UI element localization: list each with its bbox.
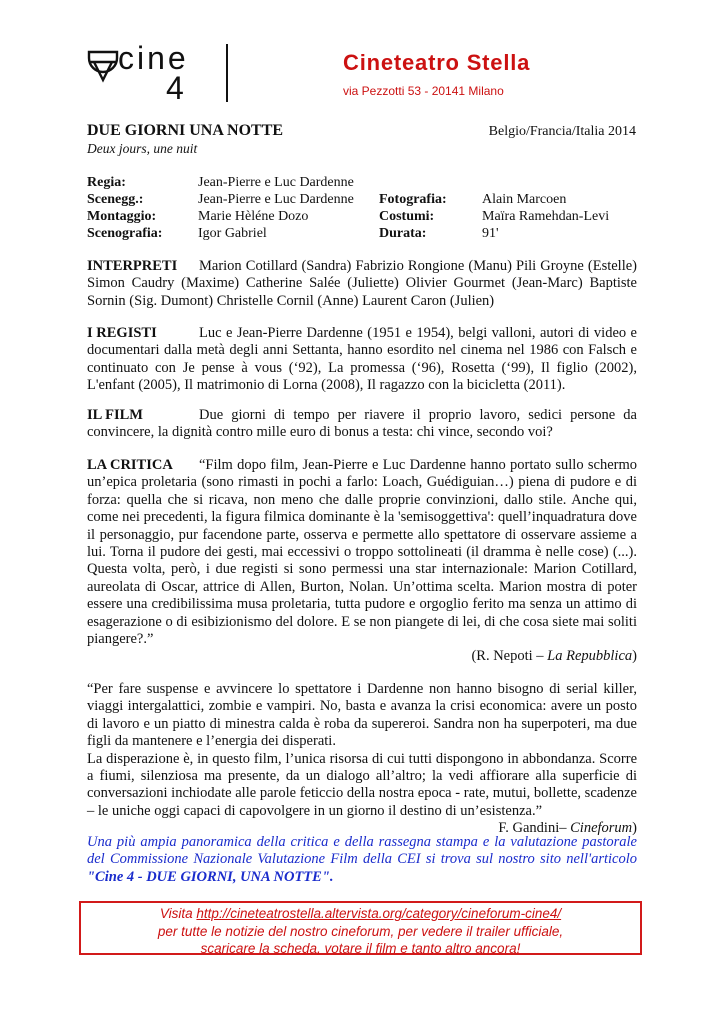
interpreti-heading: INTERPRETI xyxy=(87,258,178,274)
interpreti-text: Marion Cotillard (Sandra) Fabrizio Rongione (Manu) Pili Groyne (Estelle) Simon Caudry (Maxime) Catherine Salée (Juliette) Olivier Gourmet (Jean-Marc) Baptiste Sornin (Sig. Dumont) Christelle Cornil (Anne) Laurent Caron (Julien) xyxy=(87,258,637,309)
logo-number: 4 xyxy=(166,70,184,106)
note-text: Una più ampia panoramica della critica e della rassegna stampa e la valutazione pastorale del Commissione Nazionale Valutazione Film della CEI si trova sul nostro sito nell'articolo xyxy=(87,834,637,868)
note-article-link[interactable]: "Cine 4 - DUE GIORNI, UNA NOTTE". xyxy=(87,868,334,885)
credit-value: Marie Hèléne Dozo xyxy=(198,209,309,224)
logo-emblem-icon xyxy=(86,50,120,90)
review-1-source: La Repubblica xyxy=(547,648,633,665)
credit-label: Scenegg.: xyxy=(87,192,144,207)
credit-label: Scenografia: xyxy=(87,226,163,241)
credit-value: Jean-Pierre e Luc Dardenne xyxy=(198,175,354,190)
film-original-title: Deux jours, une nuit xyxy=(87,141,198,156)
theatre-name: Cineteatro Stella xyxy=(343,50,531,75)
credit-value: Alain Marcoen xyxy=(482,192,567,207)
credit-value: 91' xyxy=(482,226,499,241)
critica-heading: LA CRITICA xyxy=(87,457,173,473)
registi-text: Luc e Jean-Pierre Dardenne (1951 e 1954), belgi valloni, autori di video e documentari dalla metà degli anni Settanta, hanno esordito nel cinema nel 1986 con Falsch e continuato con Je pense à vous (‘92), La promessa (‘96), Rosetta (‘99), Il figlio (2002), L'enfant (2005), Il matrimonio di Lorna (2008), Il ragazzo con la bicicletta (2011). xyxy=(87,325,637,394)
film-country-year: Belgio/Francia/Italia 2014 xyxy=(488,124,636,139)
film-heading: IL FILM xyxy=(87,407,143,423)
credit-value: Maïra Ramehdan-Levi xyxy=(482,209,610,224)
registi-heading: I REGISTI xyxy=(87,325,157,341)
credit-value: Igor Gabriel xyxy=(198,226,267,241)
review-1-attribution xyxy=(87,648,637,665)
visit-line-3: scaricare la scheda, votare il film e tanto altro ancora! xyxy=(200,941,521,956)
visit-line-2: per tutte le notizie del nostro cineforum, per vedere il trailer ufficiale, xyxy=(157,923,564,939)
cine4-logo xyxy=(86,40,236,106)
logo-divider xyxy=(226,44,228,102)
film-title: DUE GIORNI UNA NOTTE xyxy=(87,122,284,139)
visit-site-box xyxy=(79,901,642,955)
logo-word: cine xyxy=(118,40,189,76)
credit-label: Regia: xyxy=(87,175,126,190)
review-2-source: Cineforum xyxy=(570,820,633,837)
credit-label: Durata: xyxy=(379,226,427,241)
visit-line-1 xyxy=(81,905,640,923)
review-2-paragraph-1: “Per fare suspense e avvincere lo spettatore i Dardenne non hanno bisogno di serial killer, viaggi intergalattici, zombie e vampiri. No, basta e avanza la crisi economica: avere un posto di lavoro e un piatto di minestra calda è roba da supereroi. Sandra non ha superpoteri, ma due figli da mantenere e l’energia dei disperati. xyxy=(87,680,637,750)
review-1-text: “Film dopo film, Jean-Pierre e Luc Dardenne hanno portato sullo schermo un’epica proletaria (sono rimasti in pochi a farlo: Loach, Guédiguian…) piena di pudore e di forza: quella che si ricava, non meno che dalle proprie convinzioni, dallo stile. Anche qui, come nei precedenti, la figura filmica dominante è la 'semisoggettiva': quell’inquadratura dove il personaggio, pur facendone parte, osserva e permette allo spettatore di osservare assieme a lui. Torna il pudore dei gesti, mai eccessivi o troppo sottolineati (il dramma è nelle cose) (...). Questa volta, però, i due registi si sono permessi una star internazionale: Marion Cotillard, aureolata di Oscar, attrice di Allen, Burton, Nolan. Un’ottima scelta. Marion mostra di poter essere una credibilissima musa proletaria, tutta pudore e orgoglio ferito ma senza un attimo di esagerazione o di esibizionismo del dolore. E se non piangete di lei, di che cosa siete mai soliti piangere?.” xyxy=(87,457,637,648)
credit-label: Fotografia: xyxy=(379,192,447,207)
visit-label: Visita xyxy=(159,906,197,921)
film-synopsis: Due giorni di tempo per riavere il proprio lavoro, sedici persone da convincere, la dignità contro mille euro di bonus a testa: chi vince, secondo voi? xyxy=(87,407,637,441)
registi-section xyxy=(87,325,637,395)
critica-note xyxy=(87,834,637,886)
review-2-paragraph-2: La disperazione è, in questo film, l’unica risorsa di cui tutti dispongono in abbondanza. Scorre a fiumi, silenziosa ma presente, da un dialogo all’altro; la vedi affiorare alla superficie di conversazioni inchiodate alle parole feticcio della nostra epoca - rate, mutui, bollette, scadenze – le uniche oggi capaci di capovolgere in un giorno il destino di un’esistenza.” xyxy=(87,750,637,819)
credit-label: Montaggio: xyxy=(87,209,157,224)
credit-label: Costumi: xyxy=(379,209,435,224)
review-1-author: (R. Nepoti – xyxy=(471,648,548,665)
site-link[interactable]: http://cineteatrostella.altervista.org/category/cineforum-cine4/ xyxy=(196,906,562,921)
review-2-close: ) xyxy=(632,820,637,837)
interpreti-section xyxy=(87,258,637,310)
credit-value: Jean-Pierre e Luc Dardenne xyxy=(198,192,354,207)
review-2-author: F. Gandini– xyxy=(498,820,571,837)
review-1-close: ) xyxy=(632,648,637,665)
theatre-address: via Pezzotti 53 - 20141 Milano xyxy=(343,84,504,98)
critica-section xyxy=(87,457,637,838)
film-section xyxy=(87,407,637,442)
review-1 xyxy=(87,457,637,648)
